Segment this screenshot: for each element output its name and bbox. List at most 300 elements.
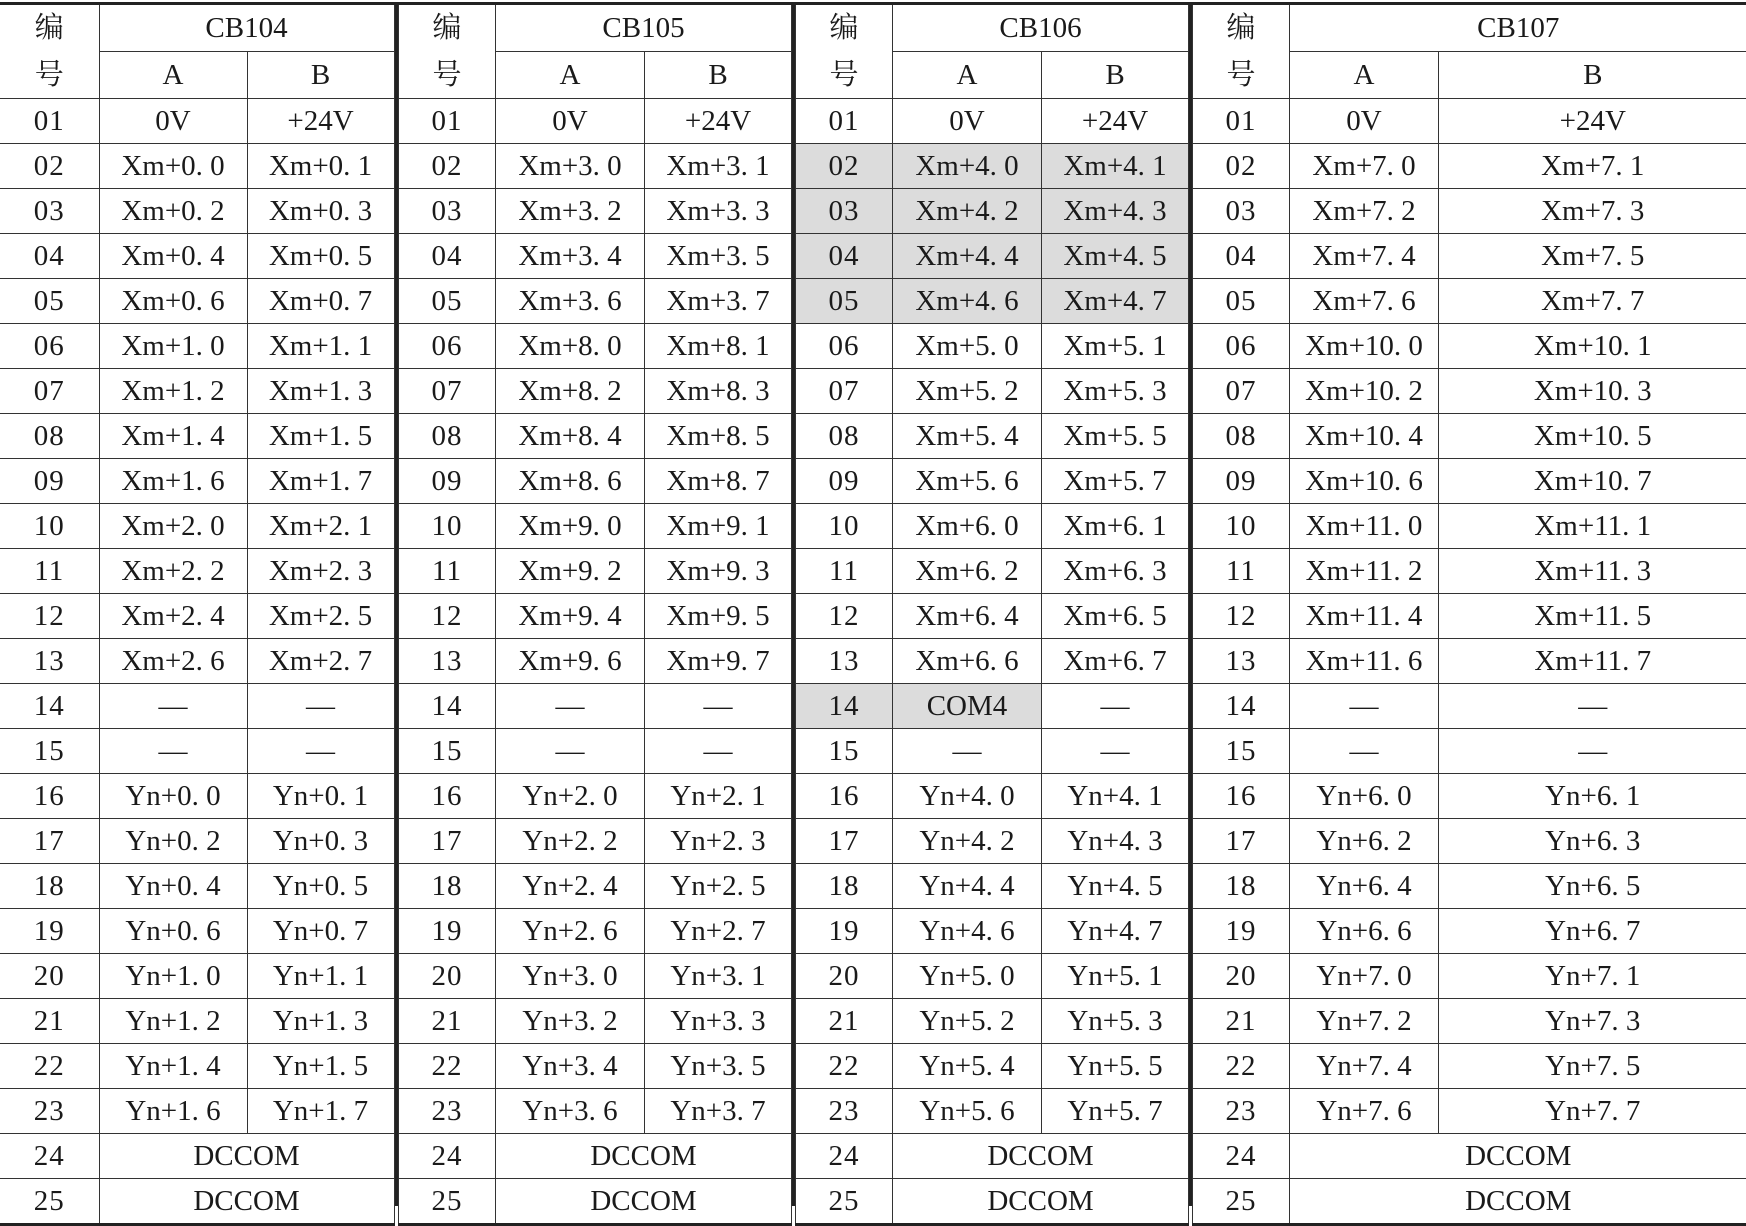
pin-signal-a: Yn+3. 4 — [496, 1044, 645, 1089]
pin-number: 16 — [1193, 774, 1290, 819]
pin-number: 08 — [399, 414, 496, 459]
pin-signal-a: Yn+6. 4 — [1290, 864, 1439, 909]
pin-signal-a: Yn+1. 0 — [99, 954, 247, 999]
pin-signal-a: 0V — [1290, 99, 1439, 144]
pin-number: 21 — [796, 999, 893, 1044]
pin-signal-b: Xm+10. 7 — [1439, 459, 1746, 504]
pin-signal-b: Yn+7. 3 — [1439, 999, 1746, 1044]
pin-signal-b: Xm+8. 5 — [645, 414, 792, 459]
pin-row — [1193, 414, 1746, 459]
pin-number: 15 — [796, 729, 893, 774]
pin-signal-a: 0V — [99, 99, 247, 144]
pin-row — [1193, 1044, 1746, 1089]
pin-signal-b: Xm+6. 7 — [1042, 639, 1189, 684]
pin-number: 02 — [1193, 144, 1290, 189]
pin-row — [399, 99, 792, 144]
pin-signal-b: Xm+0. 5 — [247, 234, 394, 279]
pin-number: 20 — [796, 954, 893, 999]
pin-signal-b: Xm+9. 1 — [645, 504, 792, 549]
pin-signal-a: Xm+11. 0 — [1290, 504, 1439, 549]
pin-row — [399, 864, 792, 909]
pin-signal-a: Yn+4. 0 — [893, 774, 1042, 819]
pin-signal-b: Yn+0. 1 — [247, 774, 394, 819]
pin-signal-b: Yn+0. 3 — [247, 819, 394, 864]
pin-row — [796, 594, 1189, 639]
pin-row — [1193, 1179, 1746, 1225]
pin-row — [0, 639, 394, 684]
pin-signal-b: Xm+7. 1 — [1439, 144, 1746, 189]
pin-number: 03 — [0, 189, 99, 234]
pin-row — [0, 279, 394, 324]
pin-row — [399, 144, 792, 189]
pin-signal-b: — — [645, 729, 792, 774]
pin-signal-b: Xm+0. 7 — [247, 279, 394, 324]
pin-number: 11 — [796, 549, 893, 594]
pin-signal-a: Xm+0. 6 — [99, 279, 247, 324]
pin-number: 13 — [399, 639, 496, 684]
pin-number: 07 — [796, 369, 893, 414]
pin-signal-b: Yn+4. 1 — [1042, 774, 1189, 819]
pin-row — [0, 1179, 394, 1225]
pin-signal-a: Yn+6. 2 — [1290, 819, 1439, 864]
pin-number: 21 — [1193, 999, 1290, 1044]
pin-signal-b: Xm+9. 7 — [645, 639, 792, 684]
pin-row — [0, 819, 394, 864]
pin-row — [0, 684, 394, 729]
pin-signal-b: Xm+5. 3 — [1042, 369, 1189, 414]
pin-row — [1193, 1134, 1746, 1179]
pin-number: 15 — [1193, 729, 1290, 774]
pin-signal-a: Xm+8. 4 — [496, 414, 645, 459]
pin-signal-b: Yn+1. 5 — [247, 1044, 394, 1089]
pin-signal-a: — — [1290, 684, 1439, 729]
pin-number: 06 — [399, 324, 496, 369]
pin-signal-b: Xm+1. 7 — [247, 459, 394, 504]
pin-row — [399, 1134, 792, 1179]
pin-row — [399, 999, 792, 1044]
pin-number: 19 — [796, 909, 893, 954]
pin-signal-a: Xm+4. 0 — [893, 144, 1042, 189]
pin-signal-b: Yn+0. 7 — [247, 909, 394, 954]
pin-signal-a: Yn+2. 6 — [496, 909, 645, 954]
pin-row — [1193, 864, 1746, 909]
pin-row — [399, 1044, 792, 1089]
pin-signal-b: Yn+2. 7 — [645, 909, 792, 954]
pin-signal-a: COM4 — [893, 684, 1042, 729]
pin-row — [796, 774, 1189, 819]
pin-signal-a: Yn+5. 2 — [893, 999, 1042, 1044]
pin-signal-a: Xm+9. 0 — [496, 504, 645, 549]
pin-signal-merged: DCCOM — [1290, 1134, 1746, 1179]
pin-signal-a: Xm+11. 6 — [1290, 639, 1439, 684]
pin-number: 15 — [0, 729, 99, 774]
pin-signal-a: Xm+4. 6 — [893, 279, 1042, 324]
pin-number: 07 — [0, 369, 99, 414]
pin-row — [399, 1089, 792, 1134]
connector-table-cb104 — [0, 2, 395, 1226]
pin-number: 16 — [796, 774, 893, 819]
pin-row — [796, 234, 1189, 279]
pin-signal-b: Yn+2. 5 — [645, 864, 792, 909]
pin-signal-merged: DCCOM — [893, 1134, 1189, 1179]
pin-row — [399, 1179, 792, 1225]
pin-number: 22 — [0, 1044, 99, 1089]
pin-number: 19 — [399, 909, 496, 954]
column-a-header: A — [99, 52, 247, 99]
pin-signal-a: Yn+2. 2 — [496, 819, 645, 864]
pin-signal-b: Xm+3. 5 — [645, 234, 792, 279]
pin-row — [1193, 99, 1746, 144]
pin-number: 02 — [399, 144, 496, 189]
pin-signal-a: Yn+0. 6 — [99, 909, 247, 954]
pin-row — [0, 549, 394, 594]
pin-signal-a: Xm+2. 0 — [99, 504, 247, 549]
pin-number: 09 — [0, 459, 99, 504]
number-header-top: 编 — [0, 4, 99, 52]
pin-row — [0, 324, 394, 369]
pin-signal-b: Xm+4. 1 — [1042, 144, 1189, 189]
pin-number: 16 — [0, 774, 99, 819]
pin-number: 23 — [0, 1089, 99, 1134]
pin-row — [1193, 324, 1746, 369]
connector-name: CB104 — [99, 4, 394, 52]
pin-number: 25 — [1193, 1179, 1290, 1225]
pin-signal-a: Yn+1. 4 — [99, 1044, 247, 1089]
pin-row — [0, 144, 394, 189]
pin-number: 09 — [1193, 459, 1290, 504]
pin-number: 23 — [796, 1089, 893, 1134]
pin-signal-b: Xm+11. 1 — [1439, 504, 1746, 549]
pin-signal-a: Xm+3. 0 — [496, 144, 645, 189]
column-a-header: A — [1290, 52, 1439, 99]
pin-row — [399, 369, 792, 414]
pin-signal-b: Yn+2. 3 — [645, 819, 792, 864]
pin-signal-a: Xm+3. 2 — [496, 189, 645, 234]
pin-signal-a: Xm+4. 2 — [893, 189, 1042, 234]
pin-row — [399, 189, 792, 234]
pin-signal-a: Xm+10. 4 — [1290, 414, 1439, 459]
pin-signal-a: Yn+5. 6 — [893, 1089, 1042, 1134]
pin-signal-a: Yn+4. 2 — [893, 819, 1042, 864]
pin-row — [1193, 504, 1746, 549]
pin-signal-b: Yn+1. 7 — [247, 1089, 394, 1134]
pin-signal-b: Yn+6. 1 — [1439, 774, 1746, 819]
pin-signal-b: Xm+3. 1 — [645, 144, 792, 189]
pin-signal-b: +24V — [645, 99, 792, 144]
column-a-header: A — [893, 52, 1042, 99]
pin-signal-b: Xm+9. 3 — [645, 549, 792, 594]
pin-row — [1193, 729, 1746, 774]
pin-signal-b: — — [247, 684, 394, 729]
connector-name: CB105 — [496, 4, 792, 52]
pin-row — [796, 999, 1189, 1044]
pin-number: 08 — [1193, 414, 1290, 459]
pin-row — [399, 414, 792, 459]
pin-row — [1193, 684, 1746, 729]
column-b-header: B — [1042, 52, 1189, 99]
pin-row — [399, 504, 792, 549]
pin-number: 14 — [399, 684, 496, 729]
pin-signal-a: Yn+7. 6 — [1290, 1089, 1439, 1134]
pin-number: 13 — [796, 639, 893, 684]
pin-row — [796, 414, 1189, 459]
pin-signal-b: Xm+1. 3 — [247, 369, 394, 414]
pin-signal-b: Xm+5. 1 — [1042, 324, 1189, 369]
pin-row — [796, 504, 1189, 549]
pin-row — [399, 639, 792, 684]
pin-row — [0, 234, 394, 279]
pin-signal-b: Xm+1. 1 — [247, 324, 394, 369]
pin-number: 05 — [0, 279, 99, 324]
pin-row — [1193, 369, 1746, 414]
pin-signal-b: Yn+1. 1 — [247, 954, 394, 999]
pin-row — [0, 864, 394, 909]
pin-row — [399, 729, 792, 774]
pin-signal-b: Xm+4. 3 — [1042, 189, 1189, 234]
pin-signal-a: Xm+6. 4 — [893, 594, 1042, 639]
pin-number: 05 — [399, 279, 496, 324]
pin-signal-a: Xm+3. 6 — [496, 279, 645, 324]
pin-number: 01 — [796, 99, 893, 144]
pin-signal-b: Xm+11. 3 — [1439, 549, 1746, 594]
pin-row — [1193, 954, 1746, 999]
number-header-bottom: 号 — [796, 52, 893, 99]
pin-row — [796, 864, 1189, 909]
pin-signal-a: Xm+7. 2 — [1290, 189, 1439, 234]
pin-number: 08 — [0, 414, 99, 459]
pin-number: 05 — [1193, 279, 1290, 324]
pin-number: 10 — [0, 504, 99, 549]
pin-signal-a: Xm+4. 4 — [893, 234, 1042, 279]
number-header-top: 编 — [399, 4, 496, 52]
pin-row — [399, 819, 792, 864]
column-b-header: B — [1439, 52, 1746, 99]
connector-table-cb106 — [795, 2, 1189, 1226]
pin-row — [0, 999, 394, 1044]
pin-signal-b: +24V — [1439, 99, 1746, 144]
pin-row — [1193, 459, 1746, 504]
pin-signal-b: Xm+11. 5 — [1439, 594, 1746, 639]
pin-number: 02 — [796, 144, 893, 189]
pin-signal-b: Xm+5. 7 — [1042, 459, 1189, 504]
pin-signal-a: Yn+4. 6 — [893, 909, 1042, 954]
pin-number: 24 — [796, 1134, 893, 1179]
pin-signal-b: — — [1042, 729, 1189, 774]
pin-signal-merged: DCCOM — [496, 1179, 792, 1225]
pin-number: 24 — [1193, 1134, 1290, 1179]
number-header-top: 编 — [796, 4, 893, 52]
pin-row — [0, 189, 394, 234]
pin-signal-a: Yn+4. 4 — [893, 864, 1042, 909]
pin-row — [0, 369, 394, 414]
pin-row — [796, 639, 1189, 684]
pin-signal-b: Xm+7. 5 — [1439, 234, 1746, 279]
pin-number: 10 — [1193, 504, 1290, 549]
pin-signal-a: Yn+3. 2 — [496, 999, 645, 1044]
pin-number: 04 — [1193, 234, 1290, 279]
pin-number: 16 — [399, 774, 496, 819]
pin-signal-a: Xm+10. 6 — [1290, 459, 1439, 504]
pin-signal-merged: DCCOM — [496, 1134, 792, 1179]
pin-row — [796, 369, 1189, 414]
pin-signal-a: Xm+9. 2 — [496, 549, 645, 594]
pin-signal-a: Xm+5. 6 — [893, 459, 1042, 504]
pin-signal-b: Yn+0. 5 — [247, 864, 394, 909]
pin-number: 09 — [796, 459, 893, 504]
pin-row — [796, 909, 1189, 954]
pin-number: 18 — [1193, 864, 1290, 909]
pin-number: 22 — [1193, 1044, 1290, 1089]
pin-signal-a: Xm+9. 4 — [496, 594, 645, 639]
pin-number: 18 — [0, 864, 99, 909]
pin-signal-a: Xm+0. 4 — [99, 234, 247, 279]
pin-number: 11 — [1193, 549, 1290, 594]
pin-signal-a: Xm+6. 0 — [893, 504, 1042, 549]
pin-number: 25 — [0, 1179, 99, 1225]
pin-signal-a: Xm+6. 6 — [893, 639, 1042, 684]
pin-number: 02 — [0, 144, 99, 189]
pin-signal-a: — — [893, 729, 1042, 774]
pin-row — [796, 1134, 1189, 1179]
pin-number: 19 — [0, 909, 99, 954]
pin-number: 09 — [399, 459, 496, 504]
pin-signal-b: — — [645, 684, 792, 729]
pin-row — [1193, 144, 1746, 189]
pin-row — [0, 909, 394, 954]
pin-number: 04 — [0, 234, 99, 279]
pin-signal-b: +24V — [1042, 99, 1189, 144]
pin-signal-b: Yn+6. 7 — [1439, 909, 1746, 954]
pin-number: 14 — [0, 684, 99, 729]
pin-number: 04 — [399, 234, 496, 279]
pin-row — [0, 729, 394, 774]
pin-signal-a: Yn+1. 6 — [99, 1089, 247, 1134]
pin-number: 17 — [399, 819, 496, 864]
pin-signal-a: Xm+1. 4 — [99, 414, 247, 459]
pin-number: 12 — [1193, 594, 1290, 639]
pin-signal-merged: DCCOM — [99, 1134, 394, 1179]
pin-signal-b: Xm+10. 5 — [1439, 414, 1746, 459]
pin-signal-a: Xm+11. 4 — [1290, 594, 1439, 639]
pin-signal-a: Yn+3. 6 — [496, 1089, 645, 1134]
pin-number: 14 — [796, 684, 893, 729]
pin-row — [399, 549, 792, 594]
pin-number: 03 — [796, 189, 893, 234]
pin-row — [796, 684, 1189, 729]
pin-signal-b: Xm+4. 7 — [1042, 279, 1189, 324]
pin-signal-a: Yn+3. 0 — [496, 954, 645, 999]
pin-signal-b: Xm+0. 3 — [247, 189, 394, 234]
pin-signal-b: +24V — [247, 99, 394, 144]
pin-signal-a: Xm+6. 2 — [893, 549, 1042, 594]
pin-signal-a: Xm+8. 2 — [496, 369, 645, 414]
pin-signal-b: Yn+3. 5 — [645, 1044, 792, 1089]
number-header-bottom: 号 — [399, 52, 496, 99]
pin-signal-a: Yn+7. 2 — [1290, 999, 1439, 1044]
pin-number: 21 — [399, 999, 496, 1044]
pin-signal-b: Yn+5. 3 — [1042, 999, 1189, 1044]
pin-signal-b: — — [1439, 684, 1746, 729]
pin-signal-b: Yn+3. 1 — [645, 954, 792, 999]
pin-signal-a: Xm+8. 6 — [496, 459, 645, 504]
pin-signal-a: — — [1290, 729, 1439, 774]
pin-signal-b: Xm+2. 3 — [247, 549, 394, 594]
pin-signal-b: Xm+8. 3 — [645, 369, 792, 414]
pin-number: 25 — [796, 1179, 893, 1225]
pin-signal-b: Yn+5. 1 — [1042, 954, 1189, 999]
pin-number: 06 — [0, 324, 99, 369]
pin-signal-b: Xm+3. 7 — [645, 279, 792, 324]
connector-name: CB106 — [893, 4, 1189, 52]
pin-number: 06 — [1193, 324, 1290, 369]
pin-signal-b: Xm+7. 3 — [1439, 189, 1746, 234]
connector-name: CB107 — [1290, 4, 1746, 52]
pin-signal-b: Xm+2. 7 — [247, 639, 394, 684]
pin-signal-b: Xm+7. 7 — [1439, 279, 1746, 324]
pin-signal-a: Xm+7. 0 — [1290, 144, 1439, 189]
pin-number: 08 — [796, 414, 893, 459]
pin-signal-a: Yn+2. 0 — [496, 774, 645, 819]
pin-row — [796, 324, 1189, 369]
pin-row — [0, 1044, 394, 1089]
pin-number: 07 — [399, 369, 496, 414]
pin-signal-a: Yn+5. 0 — [893, 954, 1042, 999]
pin-signal-a: Xm+0. 2 — [99, 189, 247, 234]
pin-signal-b: Xm+6. 5 — [1042, 594, 1189, 639]
pin-signal-a: Xm+7. 4 — [1290, 234, 1439, 279]
pin-number: 12 — [0, 594, 99, 639]
pin-row — [399, 234, 792, 279]
pin-row — [0, 594, 394, 639]
pin-signal-a: — — [99, 684, 247, 729]
pin-signal-a: Yn+0. 2 — [99, 819, 247, 864]
pin-number: 14 — [1193, 684, 1290, 729]
pin-row — [399, 594, 792, 639]
pin-number: 20 — [1193, 954, 1290, 999]
pin-number: 17 — [796, 819, 893, 864]
pin-number: 11 — [0, 549, 99, 594]
pin-row — [1193, 999, 1746, 1044]
pin-signal-b: Xm+8. 1 — [645, 324, 792, 369]
number-header-bottom: 号 — [0, 52, 99, 99]
pin-signal-a: Yn+7. 4 — [1290, 1044, 1439, 1089]
pin-row — [0, 99, 394, 144]
pin-signal-b: Yn+4. 7 — [1042, 909, 1189, 954]
pin-row — [796, 99, 1189, 144]
pin-row — [796, 279, 1189, 324]
pin-signal-a: Yn+0. 4 — [99, 864, 247, 909]
pin-signal-b: — — [1042, 684, 1189, 729]
pin-row — [1193, 774, 1746, 819]
pin-number: 01 — [399, 99, 496, 144]
pin-signal-merged: DCCOM — [99, 1179, 394, 1225]
pin-signal-a: Xm+1. 0 — [99, 324, 247, 369]
pin-signal-a: Xm+10. 0 — [1290, 324, 1439, 369]
pin-row — [796, 549, 1189, 594]
pin-number: 03 — [399, 189, 496, 234]
pin-signal-a: — — [496, 684, 645, 729]
pin-row — [796, 729, 1189, 774]
pin-signal-b: — — [1439, 729, 1746, 774]
pin-signal-b: Yn+5. 7 — [1042, 1089, 1189, 1134]
pin-row — [0, 414, 394, 459]
pin-number: 20 — [0, 954, 99, 999]
pin-row — [796, 954, 1189, 999]
pin-signal-a: 0V — [496, 99, 645, 144]
pin-number: 22 — [399, 1044, 496, 1089]
pin-number: 15 — [399, 729, 496, 774]
pin-row — [0, 459, 394, 504]
